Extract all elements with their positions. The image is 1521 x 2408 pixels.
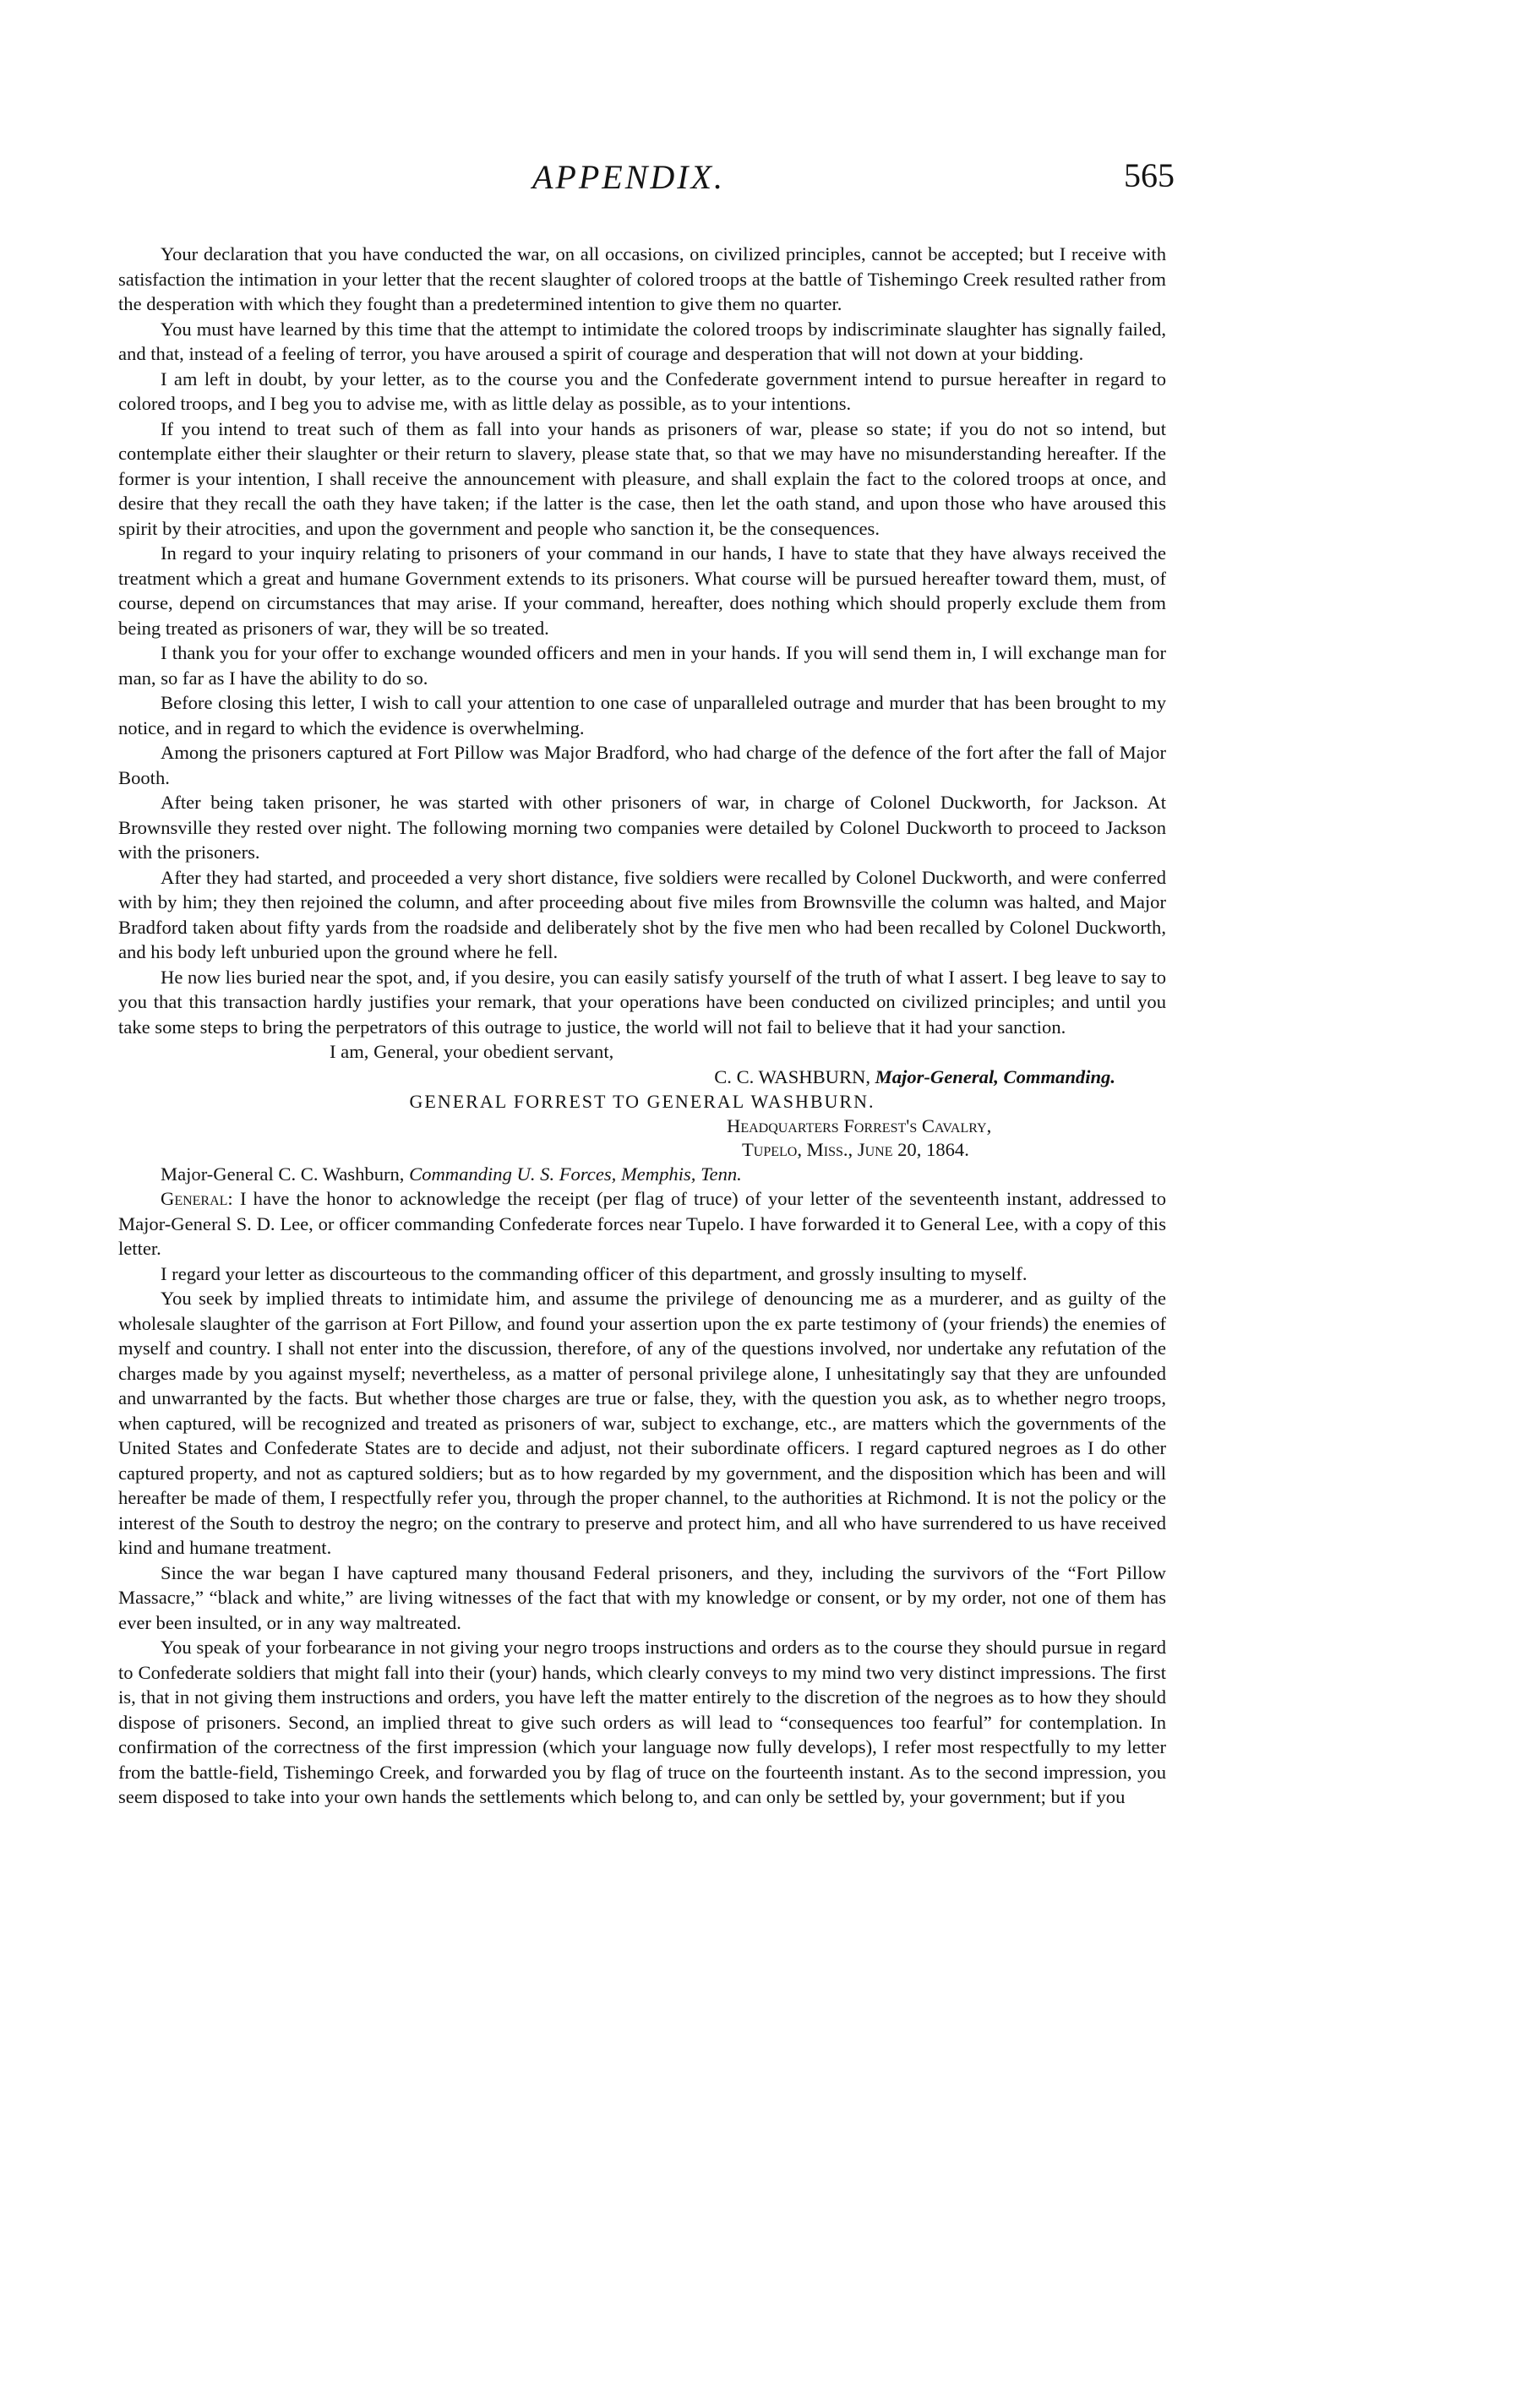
paragraph: After they had started, and proceeded a very short distance, five soldiers were recalled by Colonel Duckworth, and were conferred with by him; they then rejoined the column, and after proceeding about five miles from Brownsville the column was halted, and Major Bradford taken about fifty yards from the roadside and deliberately shot by the five men who had been recalled by Colonel Duckworth, and his body left unburied upon the ground where he fell. xyxy=(118,866,1166,962)
headquarters-dateline xyxy=(118,1114,1166,1162)
paragraph: In regard to your inquiry relating to prisoners of your command in our hands, I have to state that they have always received the treatment which a great and humane Government extends to its prisoners. What course will be pursued hereafter toward them, must, of course, depend on circumstances that may arise. If your command, hereafter, does nothing which should properly exclude them from being treated as prisoners of war, they will be so treated. xyxy=(118,542,1166,639)
section-title: GENERAL FORREST TO GENERAL WASHBURN. xyxy=(409,1091,875,1112)
body-text xyxy=(118,242,1166,1810)
addressee-name: Major-General C. C. Washburn, xyxy=(161,1163,405,1185)
paragraph: I regard your letter as discourteous to the commanding officer of this department, and grossly insulting to myself. xyxy=(161,1262,1028,1284)
paragraph: I am left in doubt, by your letter, as to the course you and the Confederate government intend to pursue hereafter in regard to colored troops, and I beg you to advise me, with as little delay as possible, as to your intentions. xyxy=(118,368,1166,414)
paragraph: You speak of your forbearance in not giving your negro troops instructions and orders as to the course they should pursue in regard to Confederate soldiers that might fall into their (your) hands, which clearly conveys to my mind two very distinct impressions. The first is, that in not giving them instructions and orders, you have left the matter entirely to the discretion of the negroes as to how they should dispose of prisoners. Second, an implied threat to give such orders as will lead to “consequences too fearful” for contemplation. In confirmation of the correctness of the first impression (which your language now fully develops), I refer most respectfully to my letter from the battle-field, Tishemingo Creek, and forwarded you by flag of truce on the fourteenth instant. As to the second impression, you seem disposed to take into your own hands the settlements which belong to, and can only be settled by, your government; but if you xyxy=(118,1637,1166,1807)
closing-line: I am, General, your obedient servant, xyxy=(330,1041,614,1062)
paragraph: You must have learned by this time that the attempt to intimidate the colored troops by indiscriminate slaughter has signally failed, and that, instead of a feeling of terror, you have aroused a spirit of courage and desperation that will not down at your bidding. xyxy=(118,318,1166,364)
running-title: APPENDIX. xyxy=(532,158,726,196)
paragraph: Your declaration that you have conducted the war, on all occasions, on civilized principles, cannot be accepted; but I receive with satisfaction the intimation in your letter that the recent slaughter of colored troops at the battle of Tishemingo Creek resulted rather from the desperation with which they fought than a predetermined intention to give them no quarter. xyxy=(118,243,1166,314)
paragraph: Since the war began I have captured many thousand Federal prisoners, and they, including the survivors of the “Fort Pillow Massacre,” “black and white,” are living witnesses of the fact that with my knowledge or consent, or by my order, not one of them has ever been insulted, or in any way maltreated. xyxy=(118,1561,1166,1633)
salutation: General: xyxy=(161,1188,233,1209)
addressee xyxy=(118,1162,1166,1187)
signature-rank: Major-General, Commanding. xyxy=(875,1065,1115,1087)
paragraph: Before closing this letter, I wish to call your attention to one case of unparalleled outrage and murder that has been brought to my notice, and in regard to which the evidence is overwhelming. xyxy=(118,692,1166,738)
signature xyxy=(118,1065,1166,1090)
paragraph: He now lies buried near the spot, and, if you desire, you can easily satisfy yourself of the truth of what I assert. I beg leave to say to you that this transaction hardly justifies your remark, that your operations have been conducted on civilized principles; and until you take some steps to bring the perpetrators of this outrage to justice, the world will not fail to believe that it had your sanction. xyxy=(118,966,1166,1038)
paragraph: I thank you for your offer to exchange wounded officers and men in your hands. If you will send them in, I will exchange man for man, so far as I have the ability to do so. xyxy=(118,642,1166,689)
running-head xyxy=(0,157,1521,204)
signature-name: C. C. WASHBURN, xyxy=(714,1065,870,1087)
hq-line-2: Tupelo, Miss., June 20, 1864. xyxy=(742,1138,969,1160)
paragraph: If you intend to treat such of them as fall into your hands as prisoners of war, please so state; if you do not so intend, but contemplate either their slaughter or their return to slavery, please state that, so that we may have no misunderstanding hereafter. If the former is your intention, I shall receive the announcement with pleasure, and shall explain the fact to the colored troops at once, and desire that they recall the oath they have taken; if the latter is the case, then let the oath stand, and upon those who have aroused this spirit by their atrocities, and upon the government and people who sanction it, be the consequences. xyxy=(118,417,1166,539)
hq-line-1: Headquarters Forrest's Cavalry, xyxy=(727,1114,992,1136)
paragraph-text: I have the honor to acknowledge the receipt (per flag of truce) of your letter of the seventeenth instant, addressed to Major-General S. D. Lee, or officer commanding Confederate forces near Tupelo. I have forwarded it to General Lee, with a copy of this letter. xyxy=(118,1188,1166,1259)
addressee-title: Commanding U. S. Forces, Memphis, Tenn. xyxy=(409,1163,742,1185)
paragraph xyxy=(118,1186,1166,1261)
paragraph: After being taken prisoner, he was started with other prisoners of war, in charge of Colonel Duckworth, for Jackson. At Brownsville they rested over night. The following morning two companies were detailed by Colonel Duckworth to proceed to Jackson with the prisoners. xyxy=(118,792,1166,863)
paragraph: Among the prisoners captured at Fort Pillow was Major Bradford, who had charge of the defence of the fort after the fall of Major Booth. xyxy=(118,742,1166,788)
page-number: 565 xyxy=(1124,156,1175,194)
paragraph: You seek by implied threats to intimidate him, and assume the privilege of denouncing me as a murderer, and as guilty of the wholesale slaughter of the garrison at Fort Pillow, and found your assertion upon the ex parte testimony of (your friends) the enemies of myself and country. I shall not enter into the discussion, therefore, of any of the questions involved, nor undertake any refutation of the charges made by you against myself; nevertheless, as a matter of personal privilege alone, I unhesitatingly say that they are unfounded and unwarranted by the facts. But whether those charges are true or false, they, with the question you ask, as to whether negro troops, when captured, will be recognized and treated as prisoners of war, subject to exchange, etc., are matters which the governments of the United States and Confederate States are to decide and adjust, not their subordinate officers. I regard captured negroes as I do other captured property, and not as captured soldiers; but as to how regarded by my government, and the disposition which has been and will hereafter be made of them, I respectfully refer you, through the proper channel, to the authorities at Richmond. It is not the policy or the interest of the South to destroy the negro; on the contrary to preserve and protect him, and all who have surrendered to us have received kind and humane treatment. xyxy=(118,1288,1166,1558)
